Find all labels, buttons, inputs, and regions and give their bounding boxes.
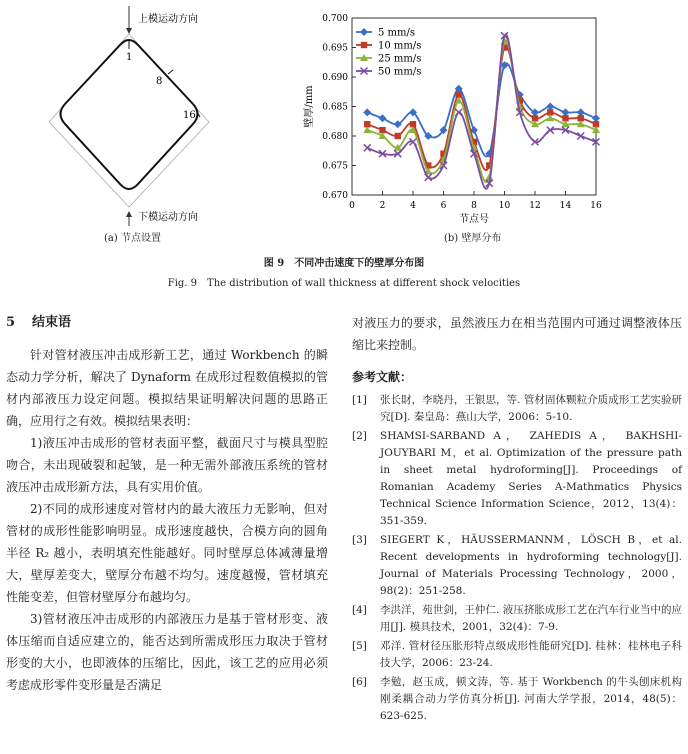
- node-1-label: 1: [126, 52, 133, 63]
- upper-arrow-head: [126, 28, 132, 34]
- data-point: [363, 108, 371, 116]
- data-point: [360, 28, 368, 36]
- y-axis-label: 壁厚/mm: [304, 85, 315, 128]
- caption-b: (b) 壁厚分布: [444, 233, 502, 244]
- reference-item: [5] 邓洋. 管材径压胀形特点级成形性能研究[D]. 桂林：桂林电子科技大学，2006：23-24.: [352, 640, 682, 669]
- x-tick-label: 14: [559, 201, 572, 211]
- legend-label: 5 mm/s: [378, 27, 416, 39]
- reference-item: [6] 李勉，赵玉成，顿文涛，等. 基于 Workbench 的牛头刨床机构刚柔耦合动力学仿真分析[J]. 河南大学学报，2014，48(5)：623-625.: [352, 676, 682, 722]
- data-point: [425, 174, 432, 181]
- data-point: [395, 133, 401, 139]
- y-tick-label: 0.700: [322, 14, 348, 24]
- x-tick-label: 10: [498, 201, 511, 211]
- y-tick-label: 0.695: [322, 43, 348, 54]
- right-column: [352, 312, 682, 727]
- wall-thickness-chart: [300, 10, 610, 232]
- node-16-label: 16: [183, 110, 196, 121]
- x-tick-label: 4: [410, 201, 416, 211]
- paragraph: 针对管材液压冲击成形新工艺，通过 Workbench 的瞬态动力学分析，解决了 Dynaform 在成形过程数值模拟的管材内部液压力设定问题。模拟结果证明解决问题的思路正确，应用行之有效。模拟结果表明：: [6, 348, 328, 428]
- lower-arrow-head: [126, 211, 132, 217]
- paragraph: 3)管材液压冲击成形的内部液压力是基于管材形变、液体压缩而自适应建立的，能否达到所需成形压力取决于管材形变的大小，也即液体的压缩比，因此，该工艺的应用必须考虑成形零件变形量是否满足: [6, 612, 328, 692]
- figure-caption-en: Fig. 9 The distribution of wall thickness at different shock velocities: [167, 278, 521, 289]
- node-layout-figure: [40, 4, 230, 244]
- node-8-label: 8: [156, 76, 163, 87]
- y-tick-label: 0.670: [322, 191, 348, 201]
- figure-caption-cn: 图 9 不同冲击速度下的壁厚分布图: [263, 258, 425, 269]
- y-tick-label: 0.685: [322, 102, 348, 113]
- data-point: [379, 114, 387, 122]
- section-title: 结束语: [32, 315, 72, 330]
- reference-item: [2] SHAMSI-SARBAND A， ZAHEDIS A， BAKHSHI-JOUYBARI M，et al. Optimization of the pressure path in sheet metal hydroforming[J]. Proceedings of Romanian Academy Series A-Mathmatics Physics Technical Science Information Science，2012，13(4)：351-359.: [352, 430, 682, 527]
- data-point: [364, 144, 371, 151]
- x-tick-label: 6: [440, 201, 447, 211]
- references-title: 参考文献：: [352, 370, 413, 384]
- x-axis-label: 节点号: [459, 214, 489, 225]
- legend-label: 50 mm/s: [378, 66, 422, 78]
- x-tick-label: 0: [349, 201, 355, 211]
- x-tick-label: 16: [590, 201, 602, 211]
- x-tick-label: 12: [529, 201, 541, 211]
- section-number: 5: [6, 315, 16, 330]
- y-tick-label: 0.690: [322, 73, 348, 83]
- section-heading: [6, 312, 328, 334]
- reference-item: [4] 李洪洋，苑世剑，王仲仁. 液压挤胀成形工艺在汽车行业当中的应用[J]. 模具技术，2001，32(4)：7-9.: [352, 604, 682, 633]
- x-tick-label: 8: [471, 201, 477, 211]
- legend-label: 25 mm/s: [378, 53, 422, 65]
- paragraph-continuation: 对液压力的要求，虽然液压力在相当范围内可通过调整液体压缩比来控制。: [352, 316, 682, 352]
- y-tick-label: 0.675: [322, 161, 348, 172]
- left-column: [6, 312, 328, 696]
- paragraph: 1)液压冲击成形的管材表面平整，截面尺寸与模具型腔吻合，未出现破裂和起皱，是一种无需外部液压系统的管材液压冲击成形新方法，具有实用价值。: [6, 436, 328, 494]
- reference-item: [1] 张长財，李晓丹，王银思，等. 管材固体颗粒介质成形工艺实验研究[D]. 秦皇岛：燕山大学，2006：5-10.: [352, 394, 682, 423]
- caption-a: (a) 节点设置: [104, 233, 161, 244]
- upper-direction-label: 上模运动方向: [138, 14, 198, 25]
- lower-direction-label: 下模运动方向: [138, 212, 198, 223]
- y-tick-label: 0.680: [322, 132, 348, 142]
- reference-item: [3] SIEGERT K，HÄUSSERMANNM，LÖSCH B，et al. Recent developments in hydroforming technology[J]. Journal of Materials Processing Technology，2000，98(2)：251-258.: [352, 534, 682, 597]
- data-point: [361, 42, 367, 48]
- paragraph: 2)不同的成形速度对管材内的最大液压力无影响，但对管材的成形性能影响明显。成形速度越快，合模方向的圆角半径 R₂ 越小，表明填充性能越好。同时壁厚总体减薄量增大，壁厚差变大，壁厚分布越不均匀。速度越慢，管材填充性能变差，但管材壁厚分布越均匀。: [6, 502, 328, 604]
- legend-label: 10 mm/s: [378, 40, 422, 52]
- x-tick-label: 2: [379, 201, 386, 211]
